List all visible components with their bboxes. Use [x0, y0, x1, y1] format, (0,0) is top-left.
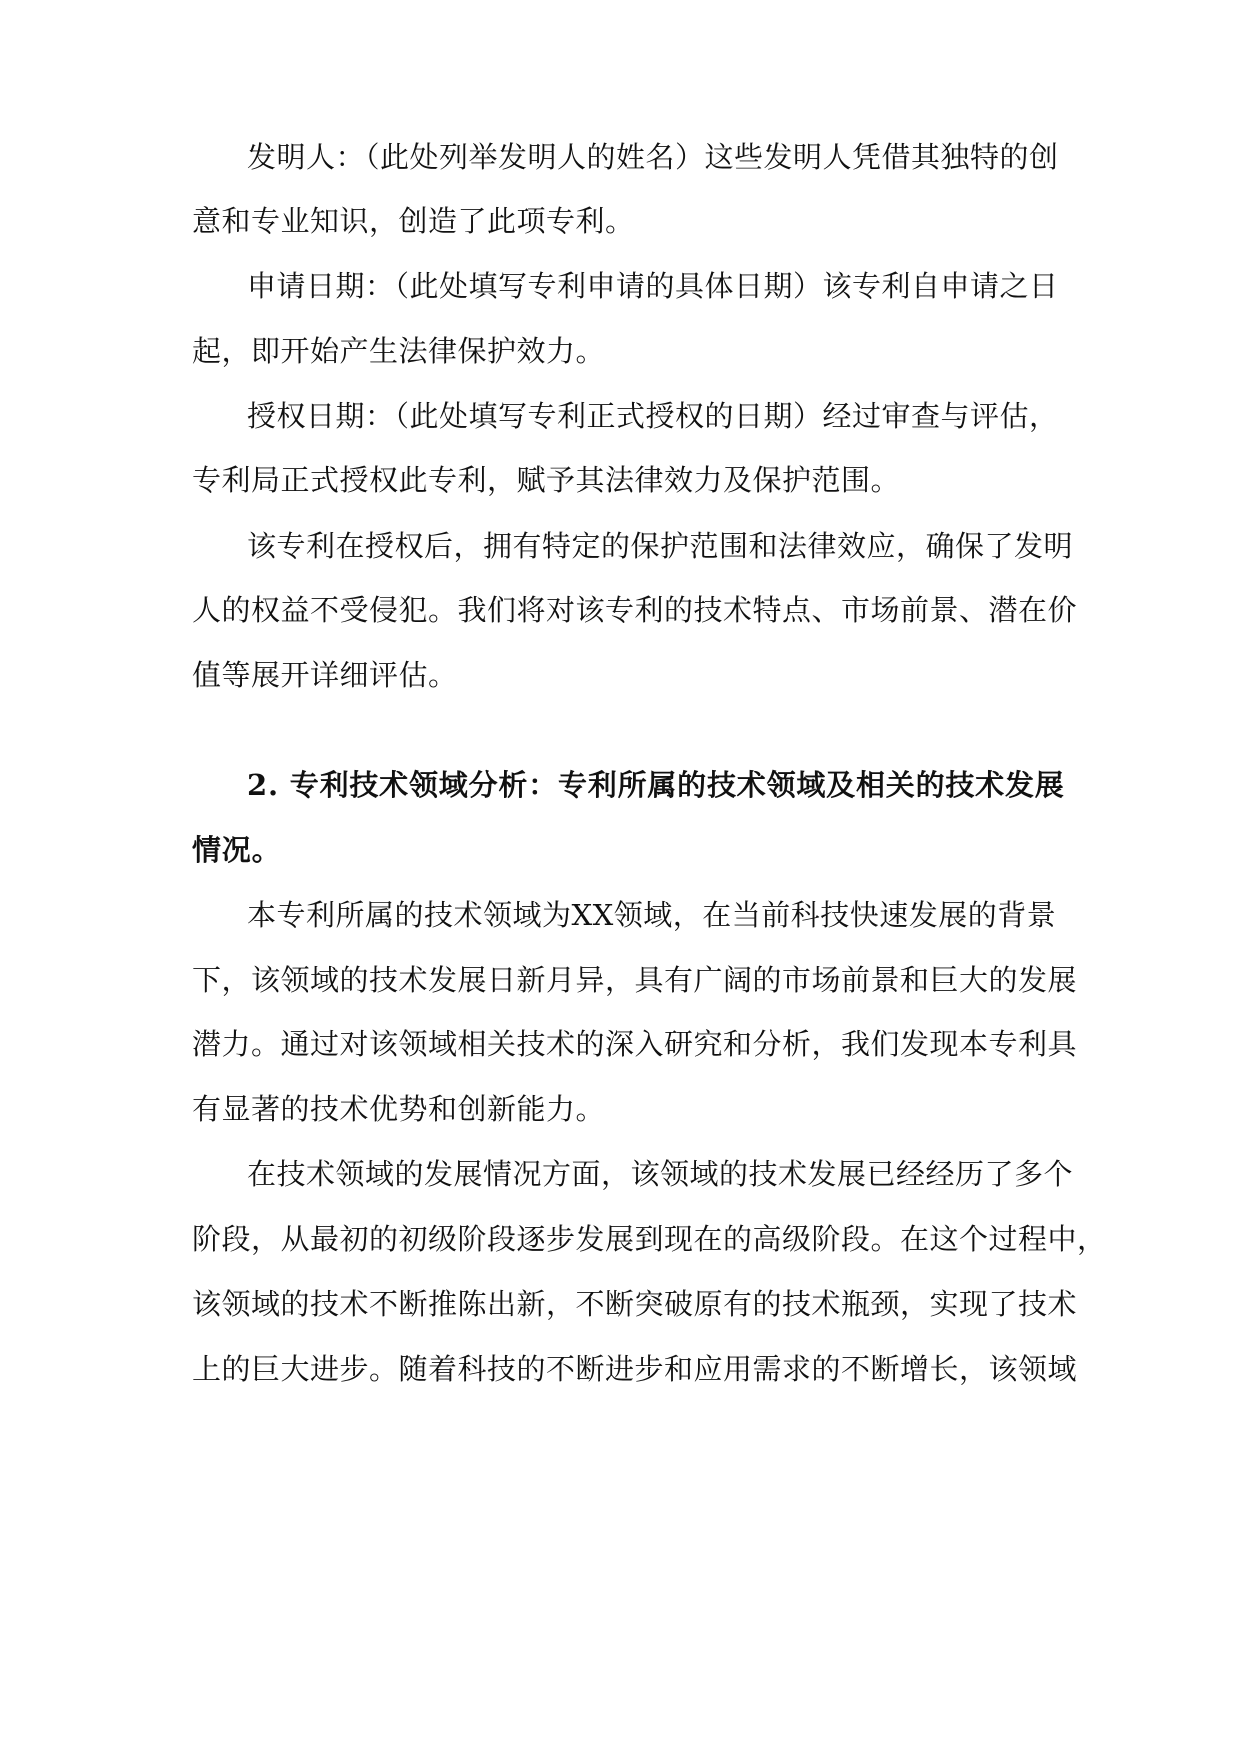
section-heading-line-1: 2. 专利技术领域分析：专利所属的技术领域及相关的技术发展 — [247, 768, 1065, 802]
paragraph-inventors-line-2: 意和专业知识，创造了此项专利。 — [192, 204, 635, 238]
section-heading-line-2: 情况。 — [192, 833, 282, 867]
section-paragraph-field-line-2: 下，该领域的技术发展日新月异，具有广阔的市场前景和巨大的发展 — [192, 963, 1078, 997]
paragraph-protection-line-3: 值等展开详细评估。 — [192, 658, 458, 692]
paragraph-protection-line-2: 人的权益不受侵犯。我们将对该专利的技术特点、市场前景、潜在价 — [192, 593, 1078, 627]
section-paragraph-field-line-3: 潜力。通过对该领域相关技术的深入研究和分析，我们发现本专利具 — [192, 1027, 1078, 1061]
paragraph-grant-date-line-2: 专利局正式授权此专利，赋予其法律效力及保护范围。 — [192, 463, 901, 497]
section-paragraph-development-line-3: 该领域的技术不断推陈出新，不断突破原有的技术瓶颈，实现了技术 — [192, 1287, 1078, 1321]
section-paragraph-field-line-4: 有显著的技术优势和创新能力。 — [192, 1092, 606, 1126]
section-paragraph-development-line-1: 在技术领域的发展情况方面，该领域的技术发展已经经历了多个 — [247, 1157, 1074, 1191]
paragraph-protection-line-1: 该专利在授权后，拥有特定的保护范围和法律效应，确保了发明 — [247, 529, 1074, 563]
paragraph-application-date-line-2: 起，即开始产生法律保护效力。 — [192, 334, 606, 368]
paragraph-application-date-line-1: 申请日期：（此处填写专利申请的具体日期）该专利自申请之日 — [247, 269, 1059, 303]
section-paragraph-field-line-1: 本专利所属的技术领域为XX领域，在当前科技快速发展的背景 — [247, 898, 1057, 932]
paragraph-grant-date-line-1: 授权日期：（此处填写专利正式授权的日期）经过审查与评估， — [247, 399, 1059, 433]
paragraph-inventors-line-1: 发明人：（此处列举发明人的姓名）这些发明人凭借其独特的创 — [247, 140, 1059, 174]
section-paragraph-development-line-4: 上的巨大进步。随着科技的不断进步和应用需求的不断增长，该领域 — [192, 1352, 1078, 1386]
section-paragraph-development-line-2: 阶段，从最初的初级阶段逐步发展到现在的高级阶段。在这个过程中， — [192, 1222, 1107, 1256]
